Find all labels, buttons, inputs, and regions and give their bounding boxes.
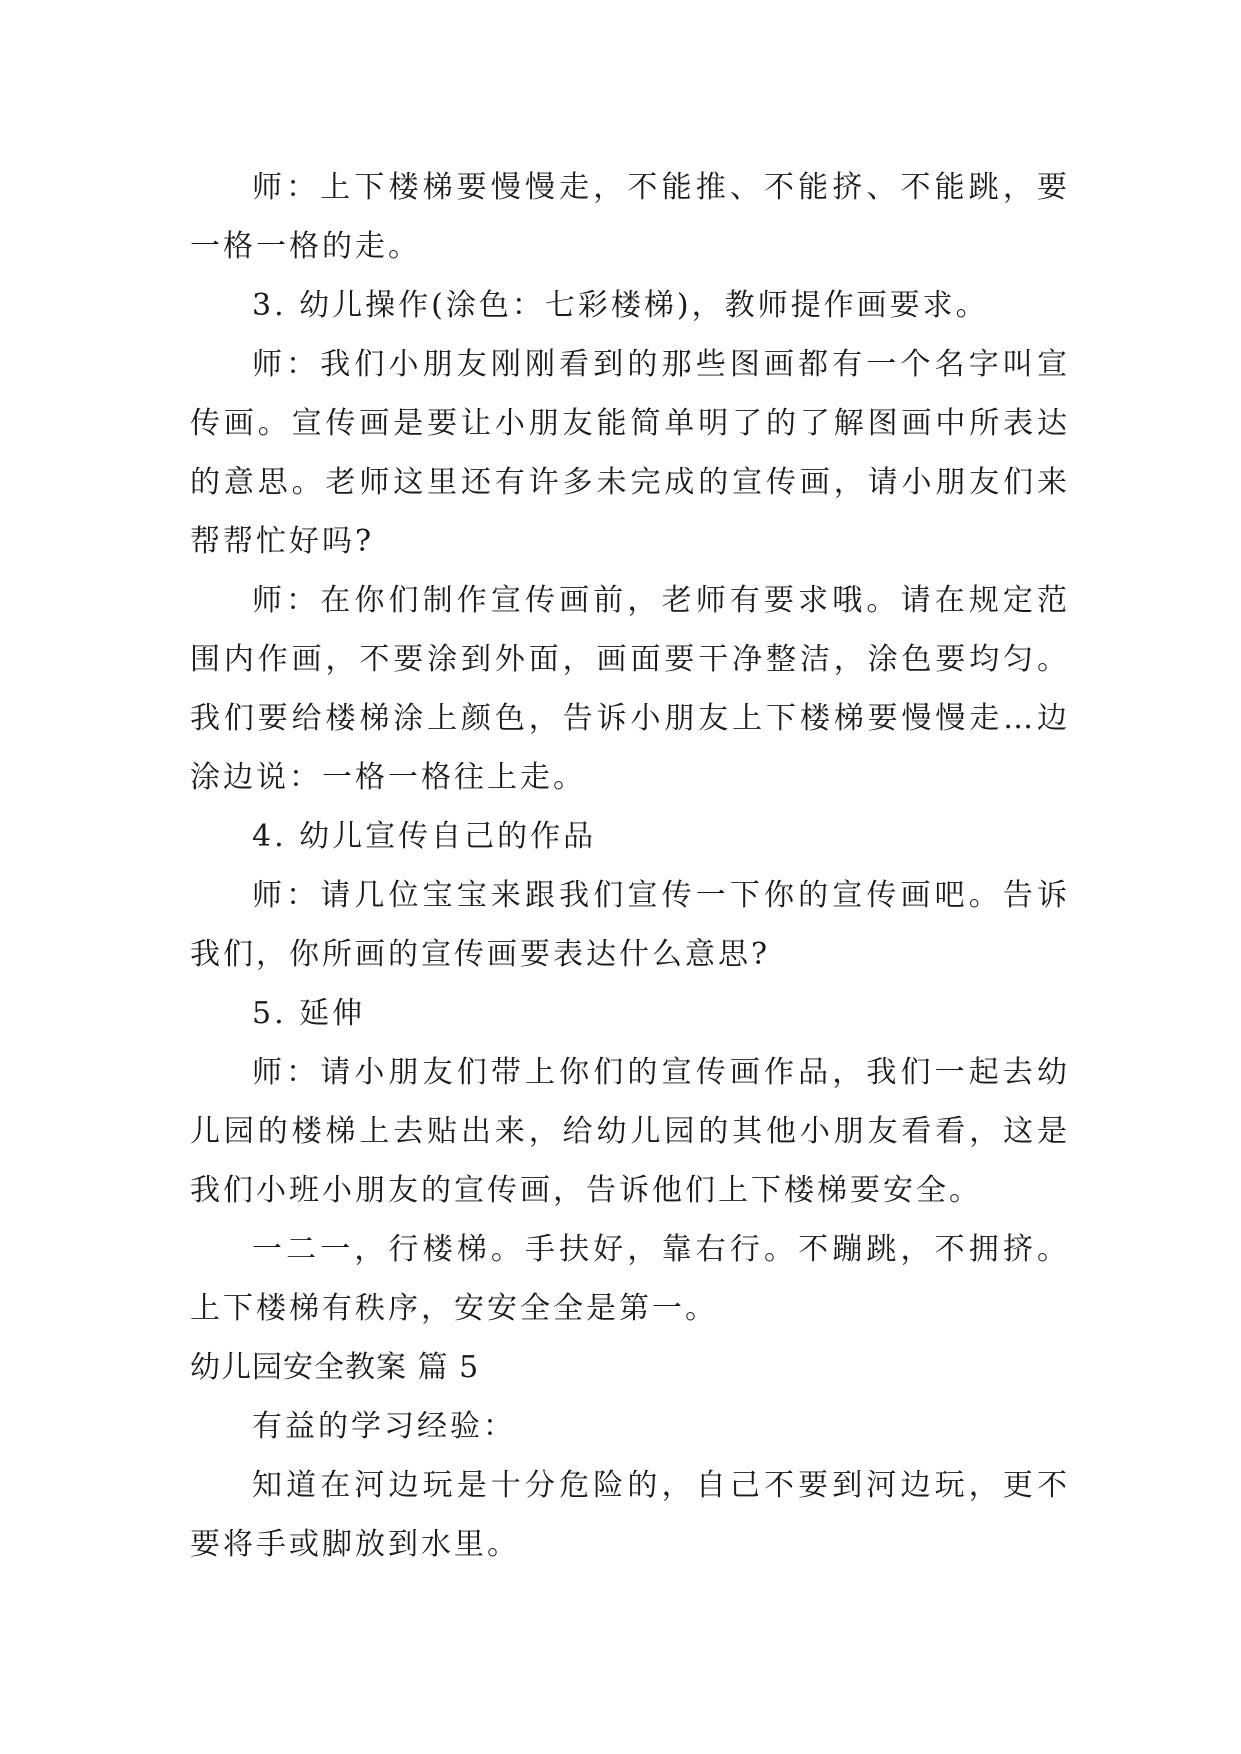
paragraph: 5. 延伸 <box>252 996 366 1031</box>
paragraph: 师：上下楼梯要慢慢走，不能推、不能挤、不能跳，要一格一格的走。 <box>190 170 1070 264</box>
paragraph: 师：在你们制作宣传画前，老师有要求哦。请在规定范围内作画，不要涂到外面，画面要干净整洁，涂色要均匀。我们要给楼梯涂上颜色，告诉小朋友上下楼梯要慢慢走…边涂边说：一格一格往上走。 <box>190 583 1070 795</box>
section-heading: 幼儿园安全教案 篇 5 <box>190 1350 480 1385</box>
paragraph: 3. 幼儿操作(涂色：七彩楼梯)，教师提作画要求。 <box>252 288 989 323</box>
paragraph: 师：请几位宝宝来跟我们宣传一下你的宣传画吧。告诉我们，你所画的宣传画要表达什么意思? <box>190 878 1070 972</box>
paragraph: 知道在河边玩是十分危险的，自己不要到河边玩，更不要将手或脚放到水里。 <box>190 1468 1070 1562</box>
paragraph: 师：请小朋友们带上你们的宣传画作品，我们一起去幼儿园的楼梯上去贴出来，给幼儿园的其他小朋友看看，这是我们小班小朋友的宣传画，告诉他们上下楼梯要安全。 <box>190 1055 1070 1208</box>
paragraph: 4. 幼儿宣传自己的作品 <box>252 819 597 854</box>
document-body <box>190 158 1070 1574</box>
paragraph: 一二一，行楼梯。手扶好，靠右行。不蹦跳，不拥挤。上下楼梯有秩序，安安全全是第一。 <box>190 1232 1070 1326</box>
paragraph: 有益的学习经验： <box>252 1409 516 1444</box>
paragraph: 师：我们小朋友刚刚看到的那些图画都有一个名字叫宣传画。宣传画是要让小朋友能简单明了的了解图画中所表达的意思。老师这里还有许多未完成的宣传画，请小朋友们来帮帮忙好吗? <box>190 347 1070 559</box>
